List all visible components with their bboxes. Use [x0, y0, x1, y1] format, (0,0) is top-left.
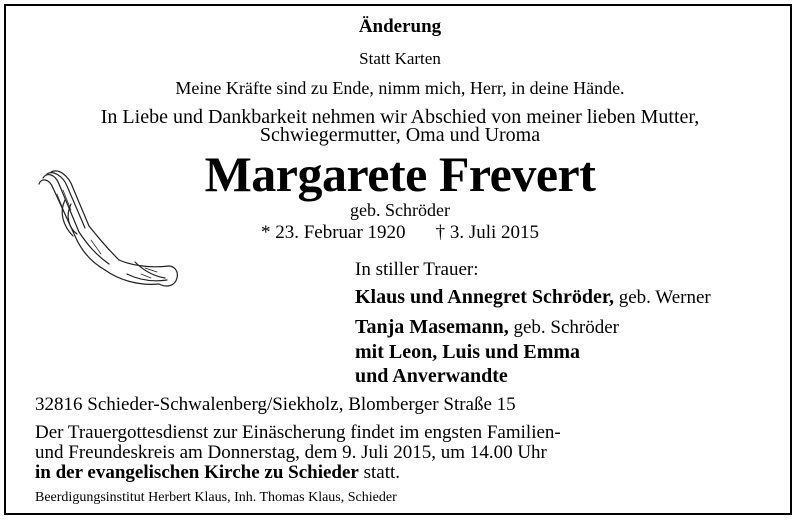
birth-date: * 23. Februar 1920 [260, 222, 406, 243]
service-line-3-rest: statt. [358, 462, 401, 483]
mourner-2-birthname: geb. Schröder [508, 317, 620, 338]
mourner-line-1 [355, 286, 711, 309]
notice-subheader: Statt Karten [359, 49, 441, 68]
mourner-line-2 [355, 316, 619, 339]
intro-line-2: Schwiegermutter, Oma und Uroma [259, 124, 541, 146]
mourner-1-birthname: geb. Werner [613, 287, 711, 308]
mourner-line-4 [355, 365, 508, 388]
funeral-home: Beerdigungsinstitut Herbert Klaus, Inh. Thomas Klaus, Schieder [35, 490, 397, 505]
notice-header: Änderung [358, 16, 442, 37]
address: 32816 Schieder-Schwalenberg/Siekholz, Blomberger Straße 15 [35, 394, 516, 415]
verse: Meine Kräfte sind zu Ende, nimm mich, Herr, in deine Hände. [175, 78, 625, 98]
mourner-4-names: und Anverwandte [355, 365, 508, 387]
death-date: † 3. Juli 2015 [435, 222, 540, 243]
praying-hands-icon [35, 170, 180, 300]
service-line-2: und Freundeskreis am Donnerstag, dem 9. Juli 2015, um 14.00 Uhr [35, 442, 547, 463]
mourner-3-names: mit Leon, Luis und Emma [355, 341, 581, 363]
mourner-1-names: Klaus und Annegret Schröder, [355, 286, 614, 308]
intro-line-1: In Liebe und Dankbarkeit nehmen wir Abschied von meiner lieben Mutter, [100, 106, 700, 128]
mourner-line-3 [355, 341, 580, 364]
service-location: in der evangelischen Kirche zu Schieder [35, 462, 359, 483]
mourner-2-names: Tanja Masemann, [355, 316, 509, 338]
deceased-name: Margarete Frevert [204, 146, 596, 202]
birth-name: geb. Schröder [350, 200, 450, 220]
service-line-3 [35, 462, 400, 484]
service-line-1: Der Trauergottesdienst zur Einäscherung findet im engsten Familien- [35, 422, 561, 443]
mourners-heading: In stiller Trauer: [355, 259, 479, 280]
